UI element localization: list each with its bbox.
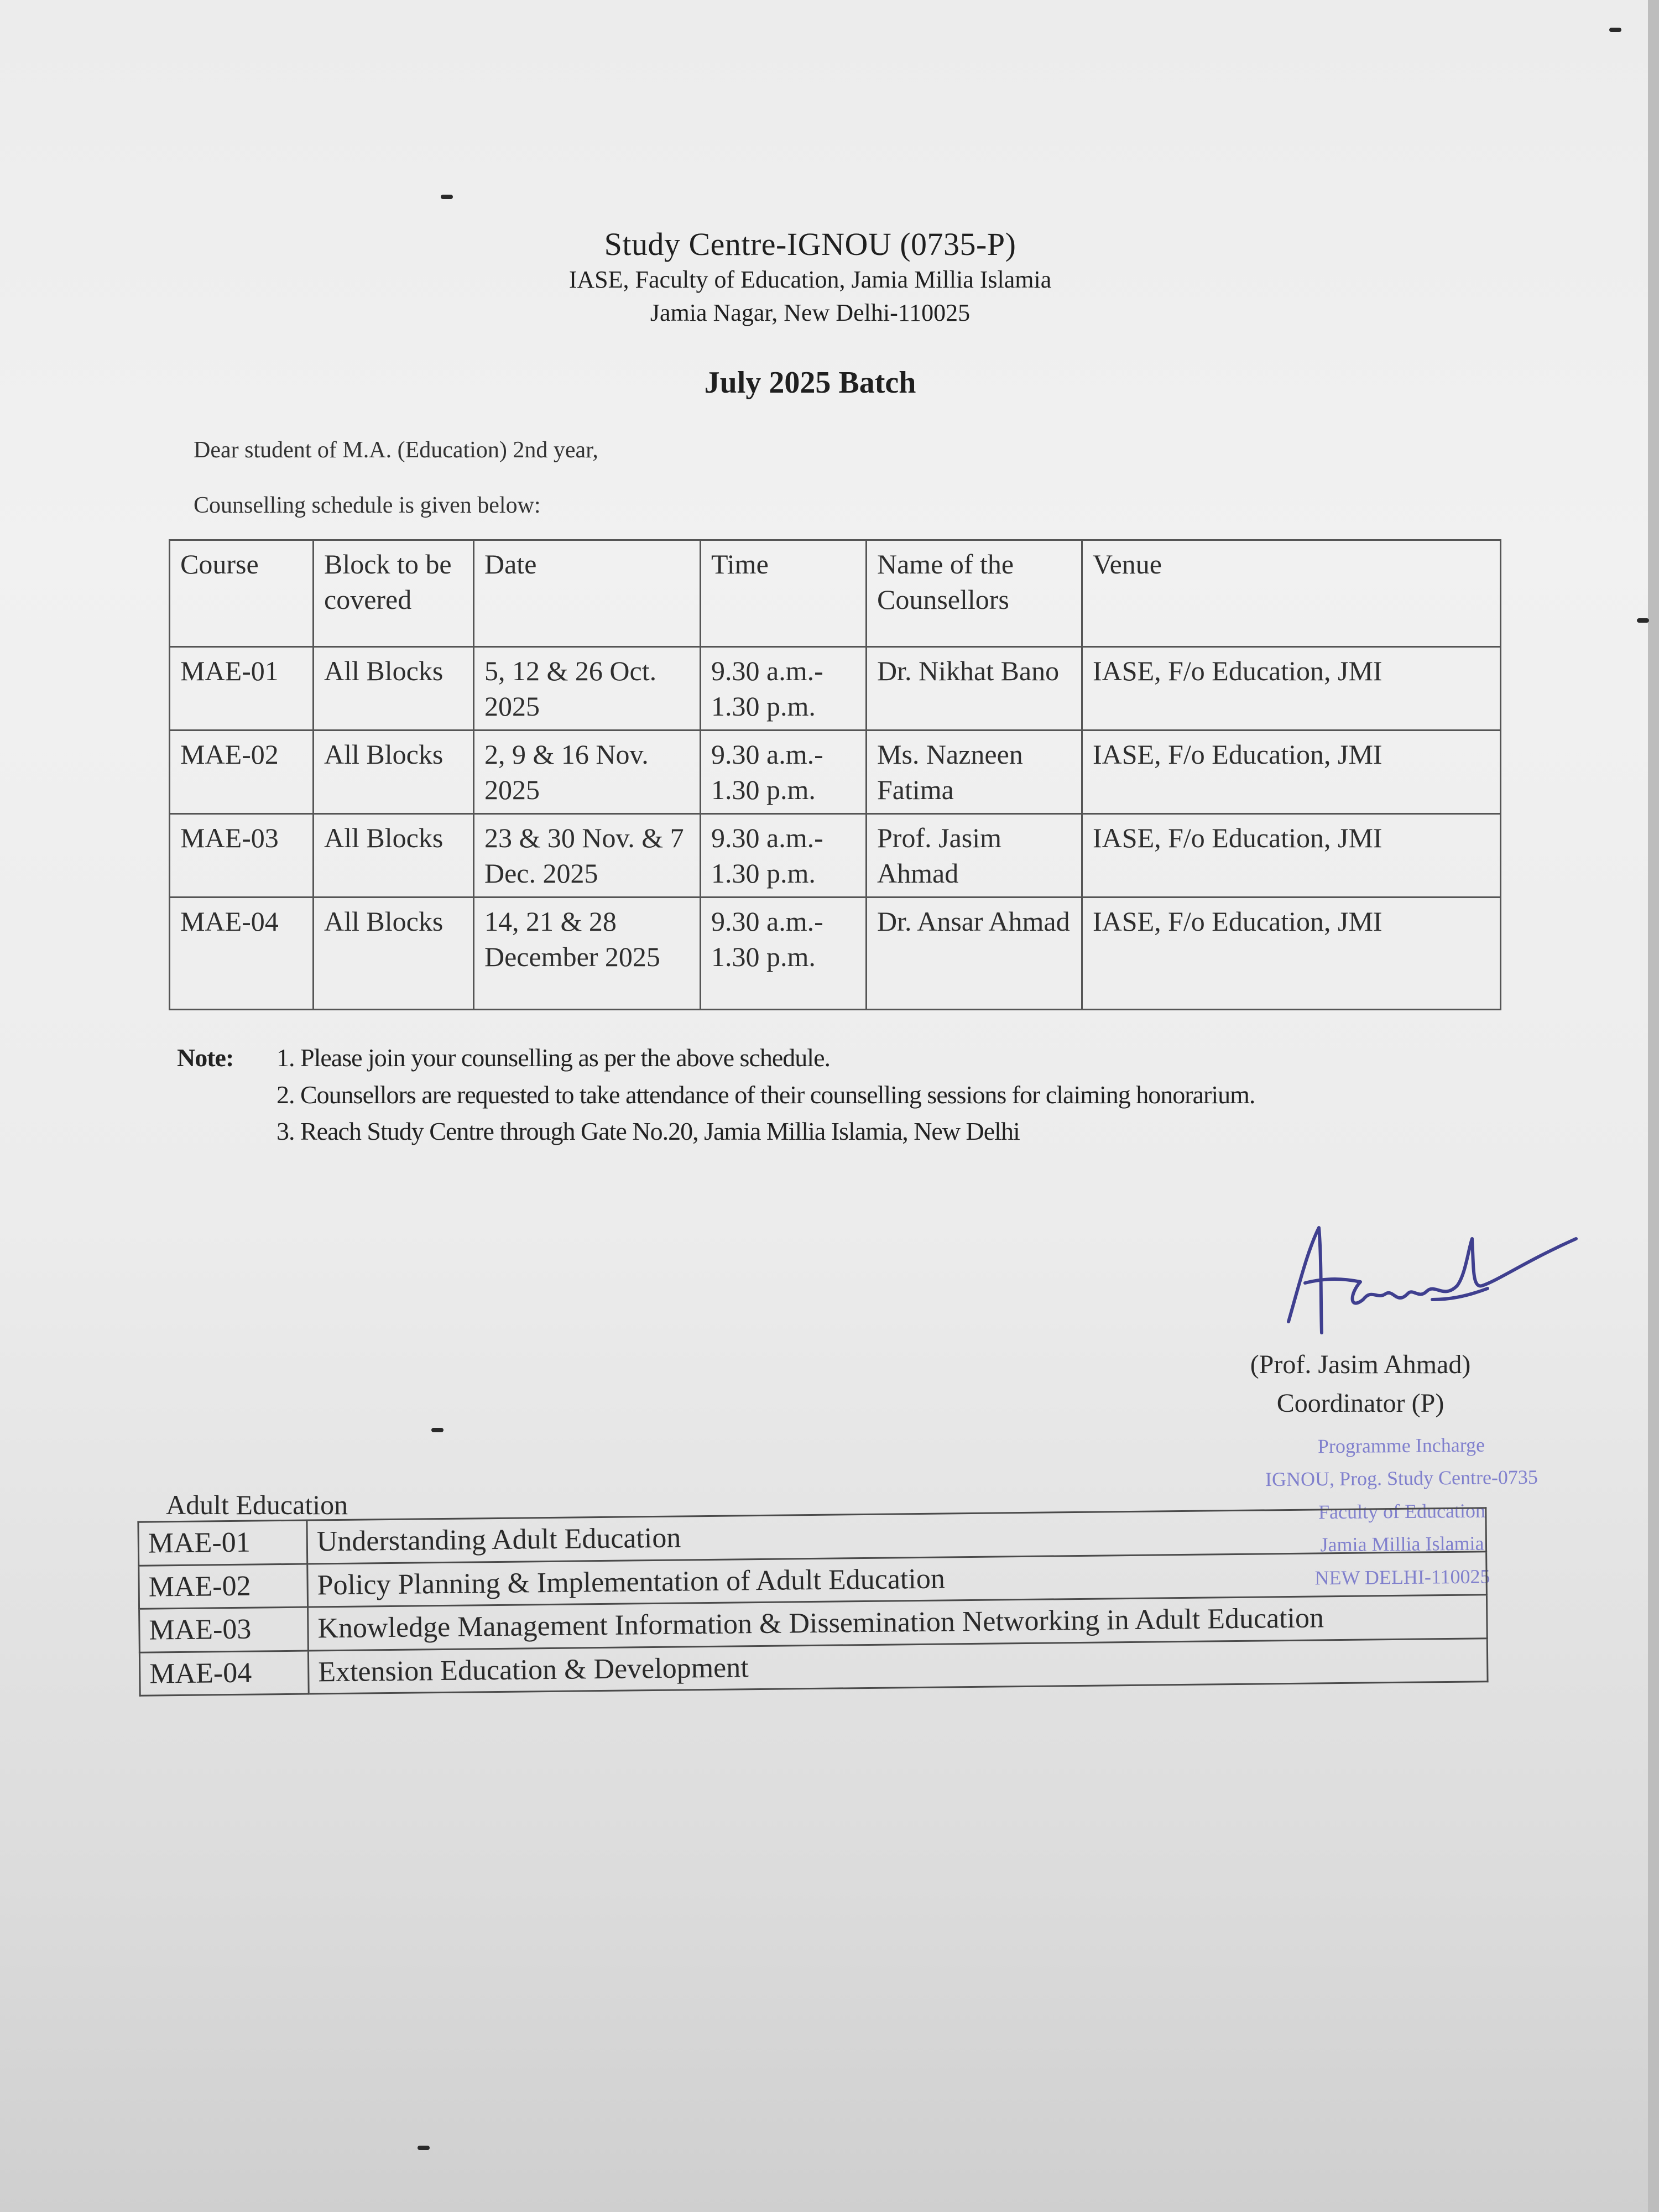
batch-heading: July 2025 Batch [704, 366, 916, 400]
table-row [170, 814, 1501, 898]
institute-name: IASE, Faculty of Education, Jamia Millia Islamia [568, 266, 1052, 293]
counselling-schedule-table [169, 539, 1501, 1010]
punch-mark [1609, 28, 1621, 32]
course-code: MAE-03 [170, 814, 314, 898]
block-cell: All Blocks [314, 814, 474, 898]
counsellor-cell: Ms. Nazneen Fatima [867, 731, 1082, 814]
punch-mark [1637, 618, 1649, 623]
note-item: 2. Counsellors are requested to take attendance of their counselling sessions for claiming honorarium. [276, 1080, 1255, 1109]
counsellor-cell: Prof. Jasim Ahmad [867, 814, 1082, 898]
study-centre-title: Study Centre-IGNOU (0735-P) [604, 226, 1016, 262]
background-edge [1648, 0, 1659, 2212]
course-code: MAE-04 [139, 1651, 309, 1696]
header-cell: Date [474, 540, 701, 647]
greeting: Dear student of M.A. (Education) 2nd year, [194, 437, 598, 463]
note-item: 1. Please join your counselling as per the above schedule. [276, 1044, 830, 1072]
time-cell: 9.30 a.m.- 1.30 p.m. [701, 731, 867, 814]
header-cell: Venue [1082, 540, 1501, 647]
notes-section [177, 1040, 1477, 1150]
stamp-line: Programme Incharge [1317, 1433, 1485, 1458]
stamp-line: Jamia Millia Islamia [1320, 1532, 1484, 1556]
venue-cell: IASE, F/o Education, JMI [1082, 647, 1501, 731]
counsellor-cell: Dr. Ansar Ahmad [867, 898, 1082, 1010]
header-cell: Time [701, 540, 867, 647]
course-name: Extension Education & Development [308, 1639, 1488, 1694]
punch-mark [441, 195, 453, 199]
stamp-line: Faculty of Education [1318, 1499, 1486, 1524]
note-item: 3. Reach Study Centre through Gate No.20, Jamia Millia Islamia, New Delhi [276, 1117, 1020, 1146]
signatory-title: Coordinator (P) [1276, 1389, 1444, 1418]
block-cell: All Blocks [314, 731, 474, 814]
time-cell: 9.30 a.m.- 1.30 p.m. [701, 647, 867, 731]
table-row [170, 731, 1501, 814]
course-code: MAE-02 [139, 1564, 308, 1609]
handwritten-signature [1266, 1217, 1598, 1338]
table-header-row [170, 540, 1501, 647]
venue-cell: IASE, F/o Education, JMI [1082, 731, 1501, 814]
stamp-line: IGNOU, Prog. Study Centre-0735 [1265, 1466, 1538, 1491]
course-name: Understanding Adult Education [307, 1508, 1486, 1564]
table-row [170, 898, 1501, 1010]
venue-cell: IASE, F/o Education, JMI [1082, 814, 1501, 898]
course-code: MAE-03 [139, 1607, 309, 1652]
block-cell: All Blocks [314, 647, 474, 731]
institute-address: Jamia Nagar, New Delhi-110025 [650, 299, 971, 326]
date-cell: 2, 9 & 16 Nov. 2025 [474, 731, 701, 814]
note-label: Note: [177, 1044, 234, 1072]
course-name: Policy Planning & Implementation of Adult Education [307, 1551, 1487, 1607]
table-row [170, 647, 1501, 731]
stamp-line: NEW DELHI-110025 [1314, 1565, 1490, 1589]
schedule-intro: Counselling schedule is given below: [194, 493, 541, 518]
time-cell: 9.30 a.m.- 1.30 p.m. [701, 814, 867, 898]
date-cell: 23 & 30 Nov. & 7 Dec. 2025 [474, 814, 701, 898]
time-cell: 9.30 a.m.- 1.30 p.m. [701, 898, 867, 1010]
date-cell: 5, 12 & 26 Oct. 2025 [474, 647, 701, 731]
venue-cell: IASE, F/o Education, JMI [1082, 898, 1501, 1010]
course-code: MAE-04 [170, 898, 314, 1010]
header-cell: Course [170, 540, 314, 647]
course-list-title: Adult Education [166, 1489, 348, 1520]
block-cell: All Blocks [314, 898, 474, 1010]
punch-mark [418, 2146, 430, 2150]
punch-mark [431, 1428, 444, 1432]
course-code: MAE-01 [138, 1520, 307, 1566]
course-list-table [137, 1507, 1488, 1697]
signatory-name: (Prof. Jasim Ahmad) [1250, 1350, 1471, 1379]
course-name: Knowledge Management Information & Dissemination Networking in Adult Education [308, 1595, 1488, 1651]
course-code: MAE-01 [170, 647, 314, 731]
course-code: MAE-02 [170, 731, 314, 814]
header-cell: Name of the Counsellors [867, 540, 1082, 647]
header-cell: Block to be covered [314, 540, 474, 647]
counsellor-cell: Dr. Nikhat Bano [867, 647, 1082, 731]
date-cell: 14, 21 & 28 December 2025 [474, 898, 701, 1010]
